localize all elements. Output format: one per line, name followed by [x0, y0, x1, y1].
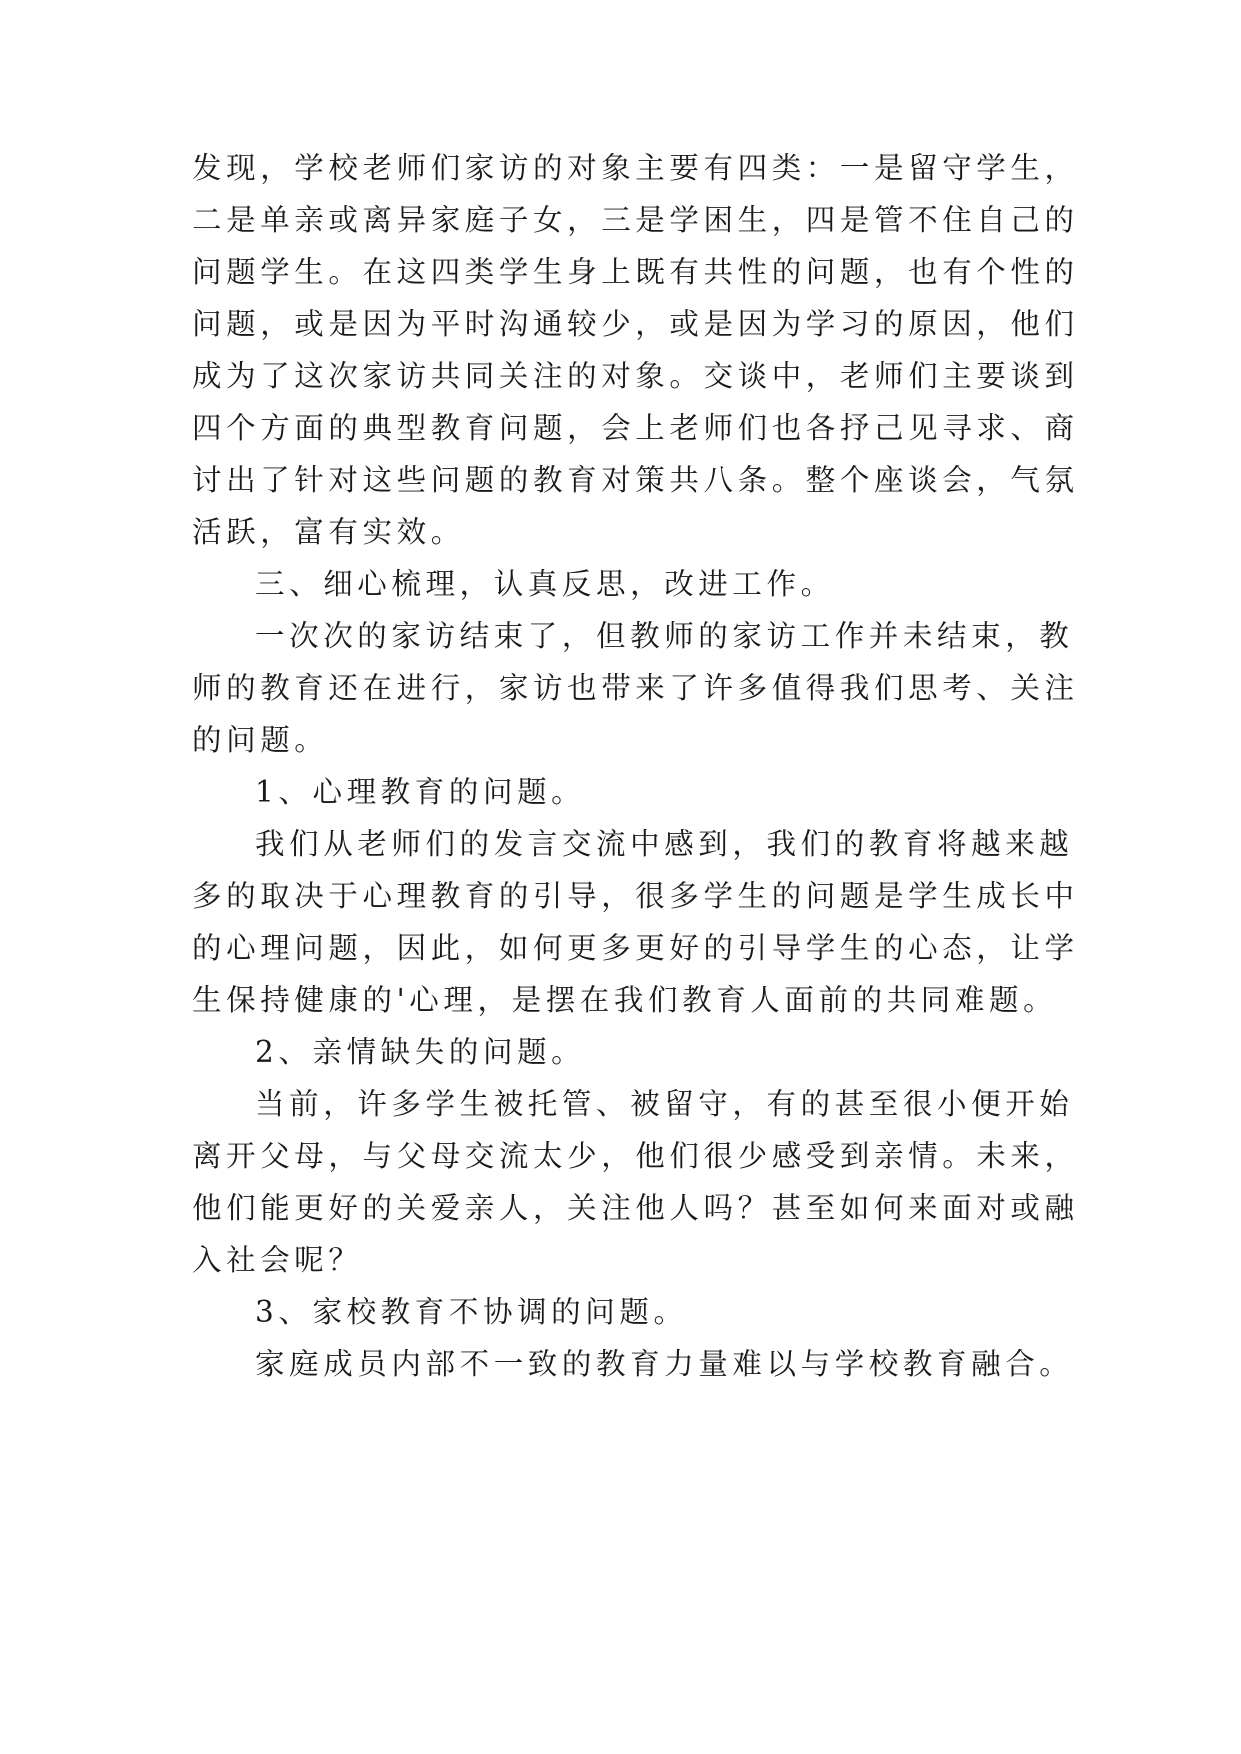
text-line: 讨出了针对这些问题的教育对策共八条。整个座谈会，气氛 [192, 463, 1079, 497]
text-line: 发现，学校老师们家访的对象主要有四类：一是留守学生， [192, 151, 1079, 185]
text-line: 师的教育还在进行，家访也带来了许多值得我们思考、关注 [192, 671, 1079, 705]
text-line: 问题学生。在这四类学生身上既有共性的问题，也有个性的 [192, 255, 1079, 289]
text-line: 入社会呢？ [192, 1243, 363, 1277]
text-line: 问题，或是因为平时沟通较少，或是因为学习的原因，他们 [192, 307, 1079, 341]
subsection-heading: 1、心理教育的问题。 [255, 775, 586, 809]
subsection-heading: 3、家校教育不协调的问题。 [255, 1295, 688, 1329]
text-line: 的心理问题，因此，如何更多更好的引导学生的心态，让学 [192, 931, 1079, 965]
text-line: 二是单亲或离异家庭子女，三是学困生，四是管不住自己的 [192, 203, 1079, 237]
text-line: 的问题。 [192, 723, 329, 757]
text-line: 成为了这次家访共同关注的对象。交谈中，老师们主要谈到 [192, 359, 1079, 393]
text-line: 家庭成员内部不一致的教育力量难以与学校教育融合。 [255, 1347, 1074, 1381]
text-line: 我们从老师们的发言交流中感到，我们的教育将越来越 [255, 827, 1074, 861]
subsection-heading: 2、亲情缺失的问题。 [255, 1035, 586, 1069]
text-line: 一次次的家访结束了，但教师的家访工作并未结束，教 [255, 619, 1074, 653]
text-line: 当前，许多学生被托管、被留守，有的甚至很小便开始 [255, 1087, 1074, 1121]
text-line: 四个方面的典型教育问题，会上老师们也各抒己见寻求、商 [192, 411, 1079, 445]
text-line: 生保持健康的'心理，是摆在我们教育人面前的共同难题。 [192, 983, 1058, 1017]
text-line: 离开父母，与父母交流太少，他们很少感受到亲情。未来， [192, 1139, 1079, 1173]
text-line: 他们能更好的关爱亲人，关注他人吗？甚至如何来面对或融 [192, 1191, 1079, 1225]
text-line: 活跃，富有实效。 [192, 515, 465, 549]
section-heading: 三、细心梳理，认真反思，改进工作。 [255, 567, 835, 601]
text-line: 多的取决于心理教育的引导，很多学生的问题是学生成长中 [192, 879, 1079, 913]
